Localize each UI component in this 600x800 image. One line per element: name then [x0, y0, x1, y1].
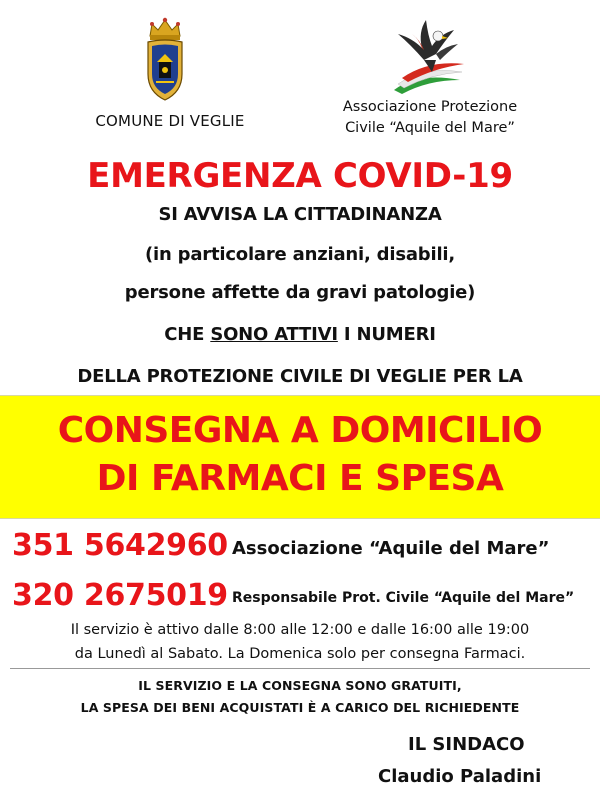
free-service-line-2: LA SPESA DEI BENI ACQUISTATI È A CARICO DEL RICHIEDENTE	[80, 700, 520, 715]
association-name-line2: Civile “Aquile del Mare”	[345, 120, 515, 136]
phone-number-manager[interactable]: 320 2675019	[12, 578, 228, 613]
section-divider	[10, 668, 590, 669]
mayor-name: Claudio Paladini	[378, 766, 542, 787]
association-name-line1: Associazione Protezione	[342, 99, 518, 115]
notice-line-4-underlined: SONO ATTIVI	[210, 324, 338, 345]
emergency-headline: EMERGENZA COVID-19	[87, 156, 513, 196]
eagle-logo-icon	[388, 14, 466, 94]
phone-number-association[interactable]: 351 5642960	[12, 528, 228, 563]
notice-line-1: SI AVVISA LA CITTADINANZA	[158, 204, 442, 225]
municipality-name: COMUNE DI VEGLIE	[95, 112, 245, 130]
municipal-crest-icon	[142, 14, 188, 104]
notice-line-4	[0, 324, 600, 345]
mayor-title: IL SINDACO	[408, 734, 525, 755]
free-service-line-1: IL SERVIZIO E LA CONSEGNA SONO GRATUITI,	[138, 678, 462, 693]
service-hours-line-2: da Lunedì al Sabato. La Domenica solo per consegna Farmaci.	[74, 646, 526, 662]
delivery-banner	[0, 395, 600, 519]
phone-label-association: Associazione “Aquile del Mare”	[232, 538, 550, 559]
notice-line-5: DELLA PROTEZIONE CIVILE DI VEGLIE PER LA	[77, 366, 523, 387]
notice-line-2: (in particolare anziani, disabili,	[144, 244, 456, 265]
notice-line-4-before: CHE	[164, 324, 211, 345]
phone-label-manager: Responsabile Prot. Civile “Aquile del Mare”	[232, 590, 575, 606]
banner-line-2: DI FARMACI E SPESA	[96, 458, 504, 499]
notice-line-4-after: I NUMERI	[337, 324, 436, 345]
service-hours-line-1: Il servizio è attivo dalle 8:00 alle 12:00 e dalle 16:00 alle 19:00	[70, 622, 530, 638]
association-name	[310, 97, 550, 139]
banner-line-1: CONSEGNA A DOMICILIO	[57, 410, 543, 451]
notice-line-3: persone affette da gravi patologie)	[124, 282, 476, 303]
